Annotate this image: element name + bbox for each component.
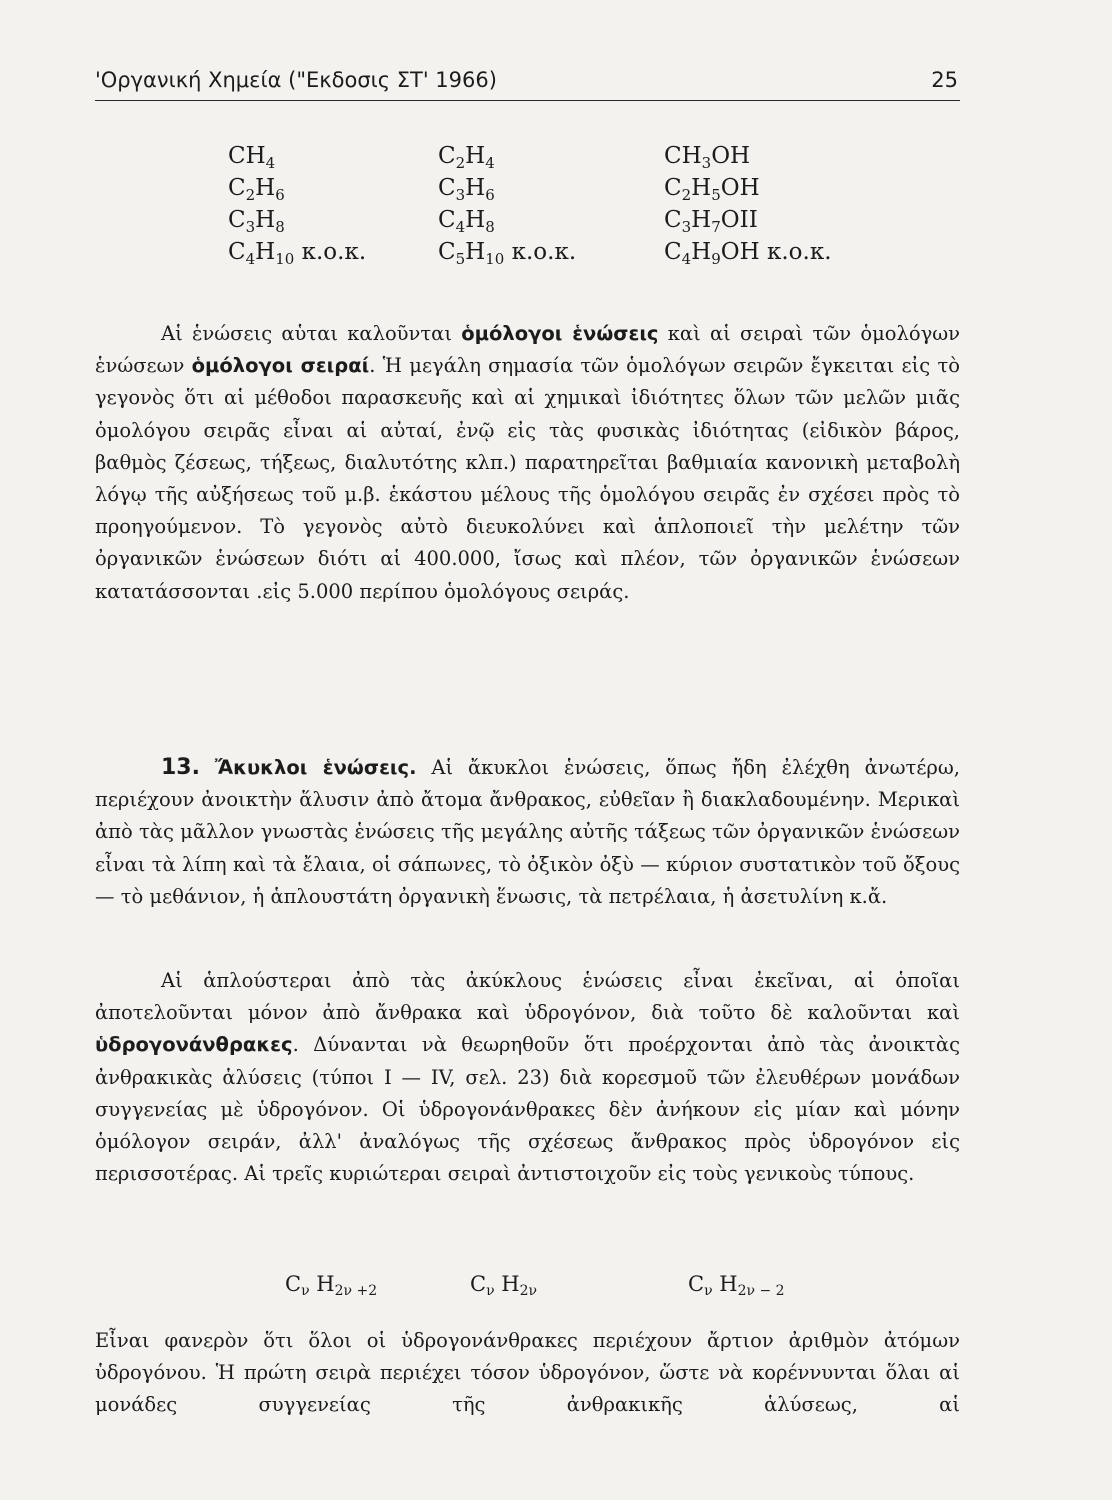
- section-title: Ἄκυκλοι ἑνώσεις.: [214, 756, 417, 779]
- formula: $CH_3OH$: [664, 143, 751, 172]
- formula-column-alkenes: [438, 140, 576, 268]
- paragraph-hydrocarbons: Αἱ ἁπλούστεραι ἀπὸ τὰς ἀκύκλους ἑνώσεις εἶναι ἐκεῖναι, αἱ ὁποῖαι ἀποτελοῦνται μόνον ἀπὸ ἄνθρακα καὶ ὑδρογόνον, διὰ τοῦτο δὲ καλοῦνται καὶ ὑδρογονάνθρακες. Δύνανται νὰ θεωρηθοῦν ὅτι προέρχονται ἀπὸ τὰς ἀνοικτὰς ἀνθρακικὰς ἁλύσεις (τύποι I — IV, σελ. 23) διὰ κορεσμοῦ τῶν ἐλευθέρων μονάδων συγγενείας μὲ ὑδρογόνον. Οἱ ὑδρογονάνθρακες δὲν ἀνήκουν εἰς μίαν καὶ μόνην ὁμόλογον σειράν, ἀλλ' ἀναλόγως τῆς σχέσεως ἄνθρακος πρὸς ὑδρογόνον εἰς περισσοτέρας. Αἱ τρεῖς κυριώτεραι σειραὶ ἀντιστοιχοῦν εἰς τοὺς γενικοὺς τύπους.: [95, 969, 960, 1186]
- formula: $C_4H_{10}$ κ.ο.κ.: [228, 239, 367, 268]
- running-header: [95, 66, 960, 101]
- term-hydrocarbons: ὑδρογονάνθρακες: [95, 1033, 293, 1057]
- formula: $C_3H_7OII$: [664, 207, 758, 236]
- formula: $C_2H_5OH$: [664, 175, 760, 204]
- paragraph-even-hydrogens: Εἶναι φανερὸν ὅτι ὅλοι οἱ ὑδρογονάνθρακες περιέχουν ἄρτιον ἀριθμὸν ἀτόμων ὑδρογόνου. Ἡ πρώτη σειρὰ περιέχει τόσον ὑδρογόνον, ὥστε νὰ κορέννυνται ὅλαι αἱ μονάδες συγγενείας τῆς ἀνθρακικῆς ἁλύσεως, αἱ: [95, 1329, 960, 1417]
- page-number: 25: [931, 68, 958, 92]
- term-homologous-series: ὁμόλογοι σειραί: [191, 354, 370, 378]
- formula: $C_2H_6$: [228, 175, 285, 204]
- section-number: 13.: [161, 755, 200, 780]
- formula-column-alkanes: [228, 140, 366, 268]
- formula: $C_5H_{10}$ κ.ο.κ.: [438, 239, 577, 268]
- formula: $C_3H_8$: [228, 207, 285, 236]
- paragraph-homologous-series: Αἱ ἑνώσεις αὑται καλοῦνται ὁμόλογοι ἑνώσεις καὶ αἱ σειραὶ τῶν ὁμολόγων ἑνώσεων ὁμόλογοι σειραί. Ἡ μεγάλη σημασία τῶν ὁμολόγων σειρῶν ἔγκειται εἰς τὸ γεγονὸς ὅτι αἱ μέθοδοι παρασκευῆς καὶ αἱ χημικαὶ ἰδιότητες ὅλων τῶν μελῶν μιᾶς ὁμολόγου σειρᾶς εἶναι αἱ αὐταί, ἐνῷ εἰς τὰς φυσικὰς ἰδιότητας (εἰδικὸν βάρος, βαθμὸς ζέσεως, τήξεως, διαλυτότης κλπ.) παρατηρεῖται βαθμιαία κανονικὴ μεταβολὴ λόγῳ τῆς αὐξήσεως τοῦ μ.β. ἑκάστου μέλους τῆς ὁμολόγου σειρᾶς ἐν σχέσει πρὸς τὸ προηγούμενον. Τὸ γεγονὸς αὐτὸ διευκολύνει καὶ ἁπλοποιεῖ τὴν μελέτην τῶν ὀργανικῶν ἑνώσεων διότι αἱ 400.000, ἴσως καὶ πλέον, τῶν ὀργανικῶν ἑνώσεων κατατάσσονται .εἰς 5.000 περίπου ὁμολόγους σειράς.: [95, 322, 960, 603]
- term-homologous-compounds: ὁμόλογοι ἑνώσεις: [461, 322, 659, 345]
- formula: $C_4H_8$: [438, 207, 495, 236]
- general-formula-alkenes: $C_\nu$ $H_{2\nu}$: [470, 1272, 538, 1299]
- section-13: 13. Ἄκυκλοι ἑνώσεις. Αἱ ἄκυκλοι ἑνώσεις, ὅπως ἤδη ἐλέχθη ἀνωτέρω, περιέχουν ἀνοικτὴν ἅλυσιν ἀπὸ ἄτομα ἄνθρακος, εὐθεῖαν ἢ διακλαδουμένην. Μερικαὶ ἀπὸ τὰς μᾶλλον γνωστὰς ἑνώσεις τῆς μεγάλης αὐτῆς τάξεως τῶν ὀργανικῶν ἑνώσεων εἶναι τὰ λίπη καὶ τὰ ἔλαια, οἱ σάπωνες, τὸ ὀξικὸν ὀξὺ — κύριον συστατικὸν τοῦ ὄξους — τὸ μεθάνιον, ἡ ἁπλουστάτη ὀργανικὴ ἕνωσις, τὰ πετρέλαια, ἡ ἀσετυλίνη κ.ἄ.: [95, 755, 960, 908]
- formula: $C_3H_6$: [438, 175, 495, 204]
- header-title: 'Οργανική Χημεία ("Εκδοσις ΣΤ' 1966): [95, 68, 497, 92]
- formula: $CH_4$: [228, 143, 276, 172]
- general-formula-alkynes: $C_\nu$ $H_{2\nu}$ $_{- 2}$: [688, 1272, 785, 1299]
- formula: $C_2H_4$: [438, 143, 495, 172]
- formula: $C_4H_9OH$ κ.ο.κ.: [664, 239, 832, 268]
- formula-column-alcohols: [664, 140, 832, 268]
- general-formula-alkanes: $C_\nu$ $H_{2\nu}$ $_{+2}$: [285, 1272, 378, 1299]
